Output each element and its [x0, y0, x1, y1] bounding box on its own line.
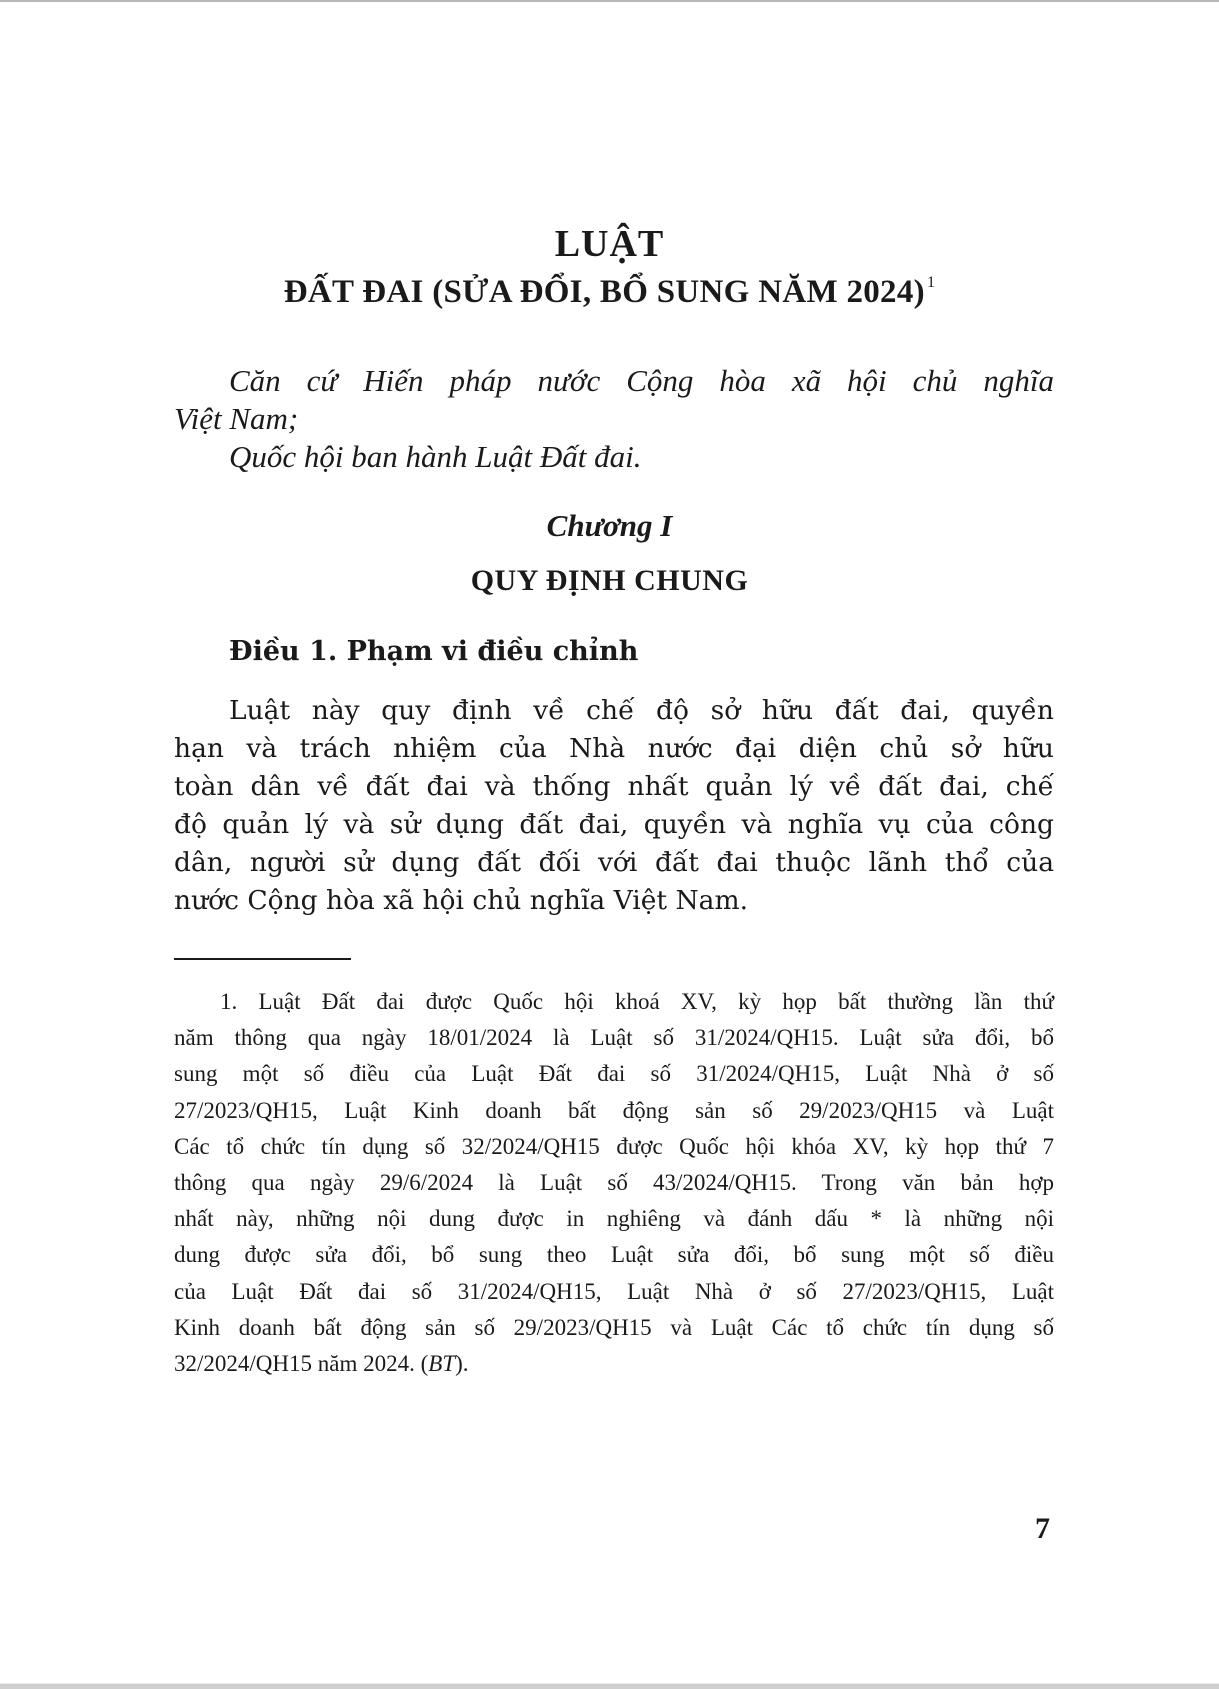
- chapter-label: Chương I: [546, 508, 673, 543]
- article-body: [174, 692, 1054, 920]
- footnote-editor-note: BT: [428, 1351, 456, 1377]
- article-body-line: toàn dân về đất đai và thống nhất quản lý về đất đai, chế: [174, 771, 1054, 802]
- preamble: [174, 362, 1054, 476]
- chapter-title: QUY ĐỊNH CHUNG: [470, 564, 749, 597]
- page-bottom-edge: [0, 1683, 1219, 1689]
- page-number: 7: [1035, 1512, 1050, 1545]
- law-subtitle: [0, 274, 1219, 311]
- footnote-line: 1. Luật Đất đai được Quốc hội khoá XV, kỳ họp bất thường lần thứ: [220, 989, 1054, 1014]
- footnote-last-line: [174, 1346, 1054, 1382]
- footnote-line: nhất này, những nội dung được in nghiêng và đánh dấu * là những nội: [174, 1206, 1054, 1232]
- footnote-reference-marker[interactable]: 1: [926, 274, 936, 291]
- law-title: LUẬT: [554, 223, 665, 265]
- footnote-line: dung được sửa đổi, bổ sung theo Luật sửa đổi, bổ sung một số điều: [174, 1242, 1054, 1268]
- footnote-line: Các tổ chức tín dụng số 32/2024/QH15 được Quốc hội khóa XV, kỳ họp thứ 7: [174, 1133, 1054, 1159]
- footnote-last-line-end: ).: [455, 1351, 469, 1377]
- footnote-line: của Luật Đất đai số 31/2024/QH15, Luật Nhà ở số 27/2023/QH15, Luật: [174, 1278, 1054, 1304]
- footnote-line: Kinh doanh bất động sản số 29/2023/QH15 và Luật Các tổ chức tín dụng số: [174, 1314, 1054, 1340]
- footnote-line: thông qua ngày 29/6/2024 là Luật số 43/2024/QH15. Trong văn bản hợp: [174, 1170, 1054, 1196]
- footnote-line: 27/2023/QH15, Luật Kinh doanh bất động sản số 29/2023/QH15 và Luật: [174, 1097, 1054, 1123]
- article-body-line: hạn và trách nhiệm của Nhà nước đại diện chủ sở hữu: [174, 733, 1054, 764]
- article-body-line: độ quản lý và sử dụng đất đai, quyền và nghĩa vụ của công: [174, 809, 1054, 840]
- preamble-line: Quốc hội ban hành Luật Đất đai.: [229, 439, 642, 474]
- preamble-line: Việt Nam;: [174, 401, 299, 436]
- footnote-last-line-text: 32/2024/QH15 năm 2024. (: [174, 1351, 429, 1377]
- article-body-line: nước Cộng hòa xã hội chủ nghĩa Việt Nam.: [174, 885, 749, 916]
- article-heading: Điều 1. Phạm vi điều chỉnh: [229, 636, 639, 667]
- preamble-line: Căn cứ Hiến pháp nước Cộng hòa xã hội chủ nghĩa: [229, 363, 1054, 398]
- article-body-line: dân, người sử dụng đất đối với đất đai thuộc lãnh thổ của: [174, 847, 1054, 878]
- footnote-separator: [174, 958, 351, 960]
- footnote-line: sung một số điều của Luật Đất đai số 31/2024/QH15, Luật Nhà ở số: [174, 1061, 1054, 1087]
- article-body-line: Luật này quy định về chế độ sở hữu đất đai, quyền: [229, 695, 1054, 726]
- footnote: [174, 984, 1054, 1382]
- law-subtitle-text: ĐẤT ĐAI (SỬA ĐỔI, BỔ SUNG NĂM 2024): [283, 274, 925, 310]
- footnote-line: năm thông qua ngày 18/01/2024 là Luật số 31/2024/QH15. Luật sửa đổi, bổ: [174, 1025, 1054, 1051]
